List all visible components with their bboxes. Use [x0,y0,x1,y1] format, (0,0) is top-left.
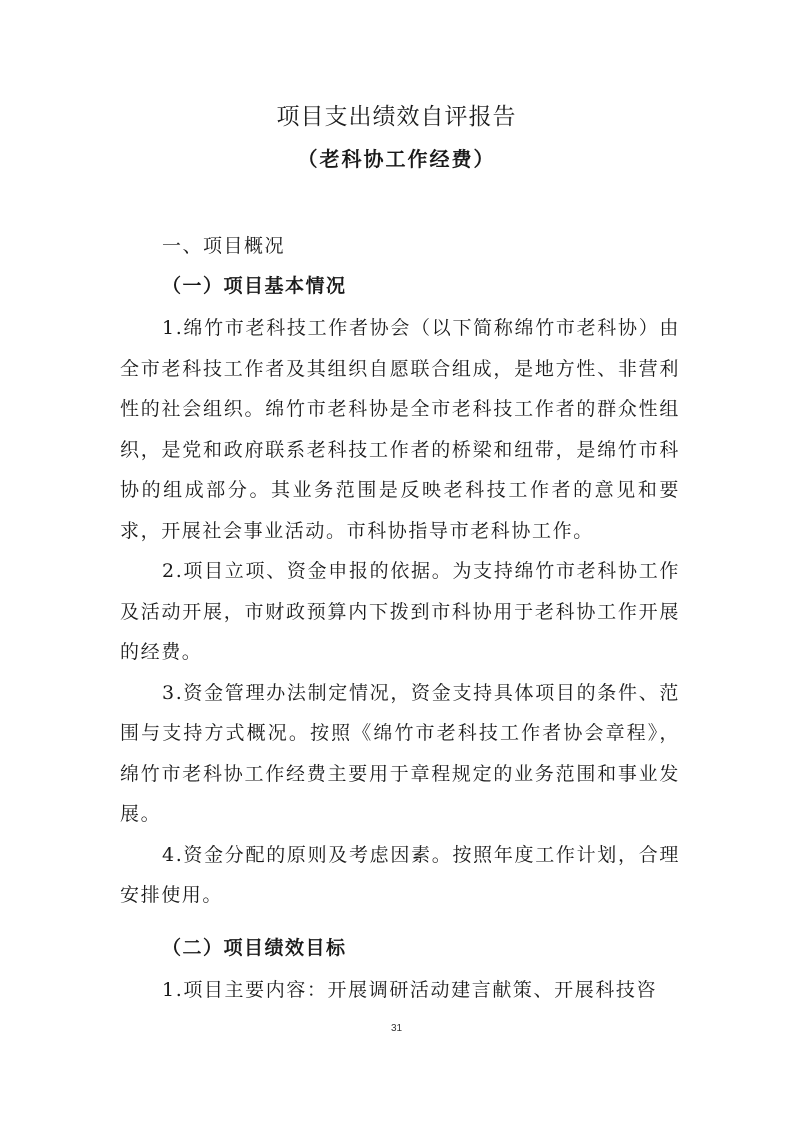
paragraph-1: 1.绵竹市老科技工作者协会（以下简称绵竹市老科协）由全市老科技工作者及其组织自愿联合组成，是地方性、非营利性的社会组织。绵竹市老科协是全市老科技工作者的群众性组织，是党和政府联系老科技工作者的桥梁和纽带，是绵竹市科协的组成部分。其业务范围是反映老科技工作者的意见和要求，开展社会事业活动。市科协指导市老科协工作。 [120,317,680,542]
section-heading-overview: 一、项目概况 [162,235,286,257]
body-text-section-b [120,970,680,1011]
paragraph-5: 1.项目主要内容：开展调研活动建言献策、开展科技咨 [162,979,658,1001]
subsection-heading-performance-goals: （二）项目绩效目标 [162,937,347,959]
document-subtitle: （老科协工作经费） [297,147,496,171]
paragraph-2: 2.项目立项、资金申报的依据。为支持绵竹市老科协工作及活动开展，市财政预算内下拨到市科协用于老科协工作开展的经费。 [120,560,680,663]
paragraph-4: 4.资金分配的原则及考虑因素。按照年度工作计划，合理安排使用。 [120,843,680,906]
page-number: 31 [390,1023,403,1034]
subsection-heading-basic-info: （一）项目基本情况 [162,275,347,297]
document-title: 项目支出绩效自评报告 [276,104,517,130]
body-text-section-a [120,308,680,916]
paragraph-3: 3.资金管理办法制定情况，资金支持具体项目的条件、范围与支持方式概况。按照《绵竹市老科技工作者协会章程》，绵竹市老科协工作经费主要用于章程规定的业务范围和事业发展。 [120,681,680,825]
